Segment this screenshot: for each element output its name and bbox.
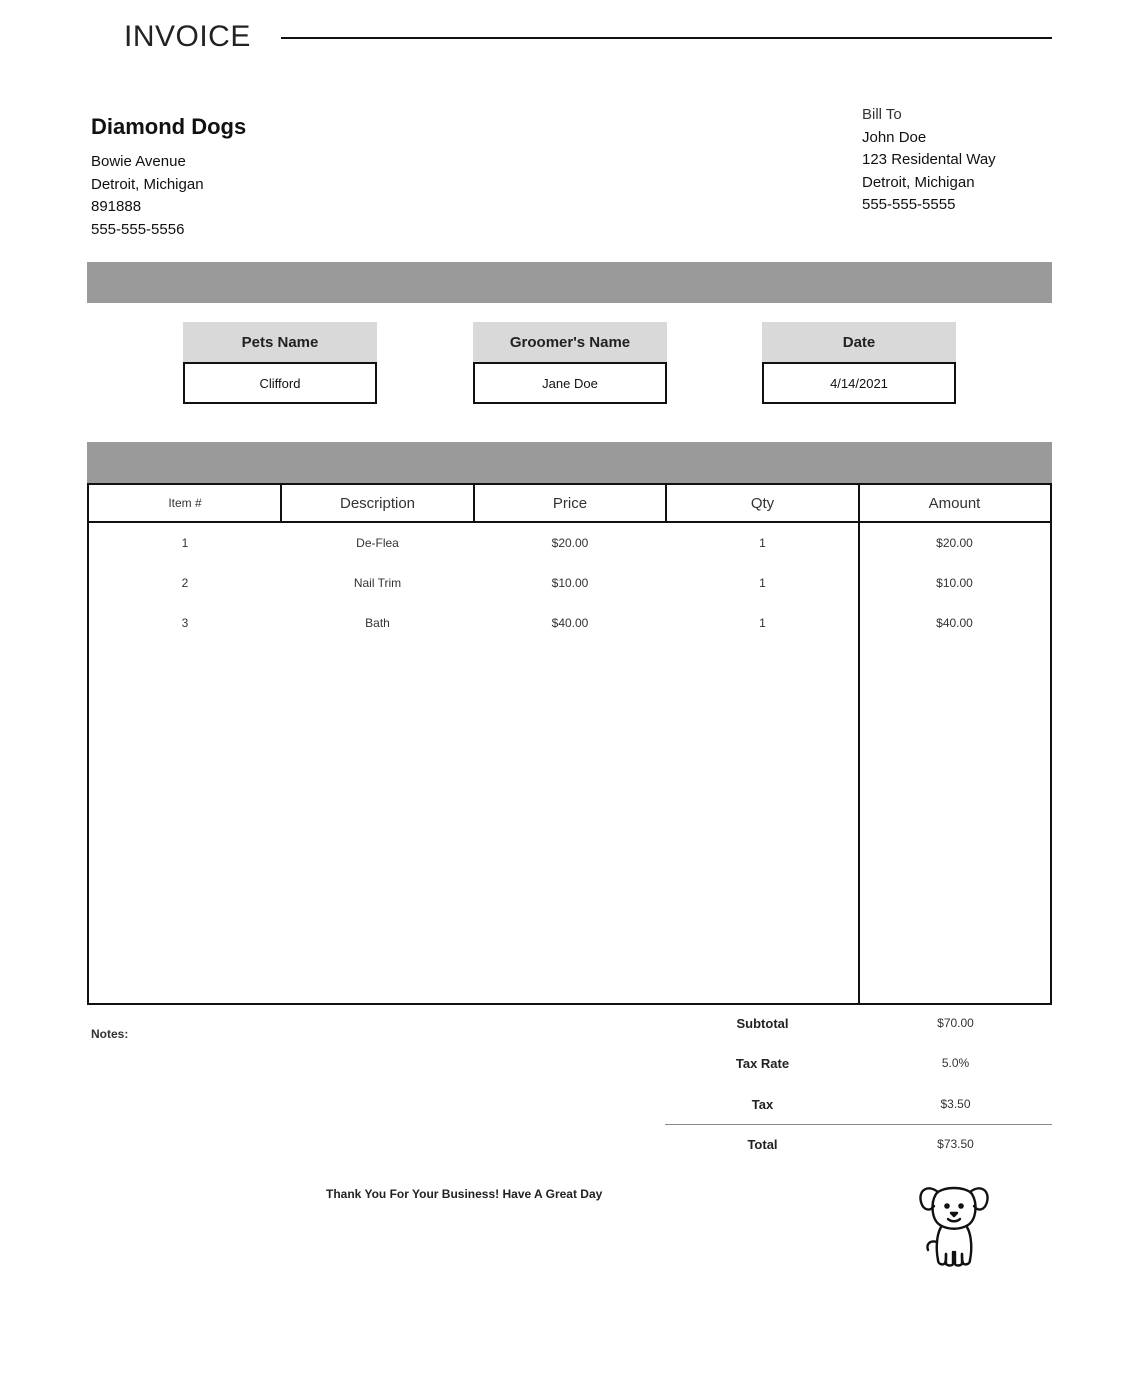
row-1-amount: $20.00 <box>936 536 973 550</box>
tax-rate-value: 5.0% <box>941 1056 970 1070</box>
subtotal-label: Subtotal <box>736 1016 789 1031</box>
date-value: 4/14/2021 <box>762 362 956 404</box>
groomer-name-value: Jane Doe <box>473 362 667 404</box>
company-phone: 555-555-5556 <box>91 220 185 238</box>
row-3-price: $40.00 <box>551 616 589 630</box>
row-2-description: Nail Trim <box>353 576 402 590</box>
pet-name-box <box>183 322 377 404</box>
row-1-item: 1 <box>181 536 189 550</box>
bill-to-block <box>862 104 996 217</box>
header-divider <box>473 485 475 523</box>
total-value: $73.50 <box>937 1137 974 1151</box>
column-header-price: Price <box>552 494 588 512</box>
tax-label: Tax <box>751 1097 774 1112</box>
company-street: Bowie Avenue <box>91 153 186 170</box>
amount-column-divider <box>858 483 860 1003</box>
tax-value: $3.50 <box>940 1097 971 1111</box>
bill-to-street: 123 Residental Way <box>862 151 996 168</box>
row-3-amount: $40.00 <box>936 616 973 630</box>
company-address-block <box>91 151 204 241</box>
totals-rule <box>665 1124 1052 1125</box>
company-postal: 891888 <box>91 198 142 215</box>
row-1-qty: 1 <box>759 536 766 550</box>
table-band <box>87 442 1052 483</box>
pet-name-label: Pets Name <box>183 322 377 362</box>
header-divider <box>665 485 667 523</box>
row-2-amount: $10.00 <box>936 576 973 590</box>
column-header-item: Item # <box>168 496 202 510</box>
bill-to-city: Detroit, Michigan <box>862 173 975 191</box>
company-city: Detroit, Michigan <box>91 175 204 193</box>
items-table <box>87 483 1052 1005</box>
bill-to-phone: 555-555-5555 <box>862 196 956 213</box>
title-rule <box>281 37 1052 39</box>
row-3-item: 3 <box>181 616 189 630</box>
date-label: Date <box>762 322 956 362</box>
row-2-price: $10.00 <box>551 576 589 590</box>
header-band <box>87 262 1052 303</box>
bill-to-name: John Doe <box>862 128 927 146</box>
column-header-qty: Qty <box>750 494 775 512</box>
table-header-row <box>89 483 1050 523</box>
groomer-name-label: Groomer's Name <box>473 322 667 362</box>
row-1-description: De-Flea <box>356 536 399 550</box>
dog-icon <box>914 1180 994 1270</box>
row-2-item: 2 <box>181 576 189 590</box>
pet-name-value: Clifford <box>183 362 377 404</box>
thank-you-message: Thank You For Your Business! Have A Great Day <box>326 1187 603 1201</box>
invoice-title: INVOICE <box>124 20 251 53</box>
row-3-description: Bath <box>365 616 390 630</box>
column-header-amount: Amount <box>928 494 981 512</box>
column-header-description: Description <box>339 494 416 512</box>
tax-rate-label: Tax Rate <box>735 1056 790 1071</box>
total-label: Total <box>747 1137 778 1152</box>
header-divider <box>280 485 282 523</box>
company-name: Diamond Dogs <box>91 114 247 139</box>
notes-label: Notes: <box>91 1027 129 1041</box>
bill-to-label: Bill To <box>862 106 902 123</box>
groomer-name-box <box>473 322 667 404</box>
date-box <box>762 322 956 404</box>
row-1-price: $20.00 <box>551 536 589 550</box>
row-2-qty: 1 <box>759 576 766 590</box>
subtotal-value: $70.00 <box>937 1016 974 1030</box>
row-3-qty: 1 <box>759 616 766 630</box>
